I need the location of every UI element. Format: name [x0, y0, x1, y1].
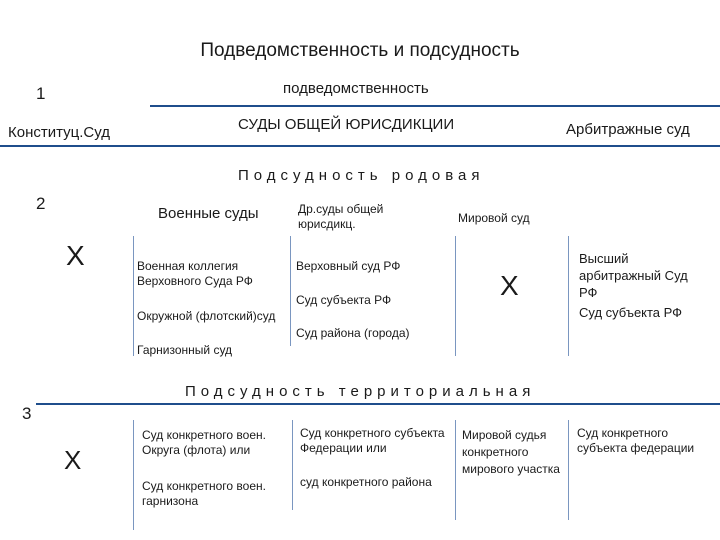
military-territorial-item: Суд конкретного воен. гарнизона — [142, 479, 266, 508]
military-territorial-divider — [133, 420, 134, 530]
arbitration-territorial-divider — [568, 420, 569, 520]
x-mark-magistrate-row2: X — [500, 270, 519, 301]
row-2-number: 2 — [36, 194, 46, 213]
military-column-divider — [133, 236, 134, 356]
arbitration-item: Высший арбитражный Суд РФ — [579, 251, 688, 300]
subject-matter-jurisdiction-heading: Подсудность родовая — [238, 167, 485, 184]
military-item: Окружной (флотский)суд — [137, 309, 276, 323]
general-court-item: Суд района (города) — [296, 326, 410, 340]
constitutional-court: Конституц.Суд — [8, 124, 110, 141]
arbitration-territorial-item: Суд конкретного субъекта федерации — [577, 426, 695, 455]
territorial-jurisdiction-heading: Подсудность территориальная — [185, 383, 536, 400]
general-territorial-item: Суд конкретного субъекта Федерации или — [300, 426, 445, 455]
military-item: Гарнизонный суд — [137, 343, 233, 357]
general-column-divider — [290, 236, 291, 346]
arbitration-courts: Арбитражные суд — [566, 121, 690, 138]
general-court-item: Суд субъекта РФ — [296, 293, 392, 307]
jurisdiction-heading: подведомственность — [283, 80, 429, 97]
general-court-item: Верховный суд РФ — [296, 259, 401, 273]
separator-line-2 — [0, 145, 720, 147]
page-title: Подведомственность и подсудность — [200, 40, 520, 61]
row-3-number: 3 — [22, 404, 32, 423]
magistrate-column-divider — [455, 236, 456, 356]
row-1-number: 1 — [36, 84, 46, 103]
separator-line-3 — [36, 403, 720, 405]
arbitration-item: Суд субъекта РФ — [579, 305, 683, 320]
x-mark-constitutional-row3: X — [64, 445, 82, 475]
military-courts-header: Военные суды — [158, 205, 259, 222]
military-territorial-item: Суд конкретного воен. Округа (флота) или — [142, 428, 266, 457]
arbitration-column-divider — [568, 236, 569, 356]
general-territorial-divider — [292, 420, 293, 510]
other-general-courts-header: Др.суды общей юрисдикц. — [298, 202, 384, 231]
magistrate-court-header: Мировой суд — [458, 211, 530, 225]
military-item: Военная коллегия Верховного Суда РФ — [137, 259, 253, 288]
general-territorial-item: суд конкретного района — [300, 475, 432, 489]
magistrate-territorial-divider — [455, 420, 456, 520]
separator-line-1 — [150, 105, 720, 107]
general-jurisdiction-courts: СУДЫ ОБЩЕЙ ЮРИСДИКЦИИ — [238, 116, 455, 133]
magistrate-territorial-item: Мировой судья конкретного мирового участка — [462, 428, 560, 476]
x-mark-constitutional-row2: X — [66, 240, 85, 271]
